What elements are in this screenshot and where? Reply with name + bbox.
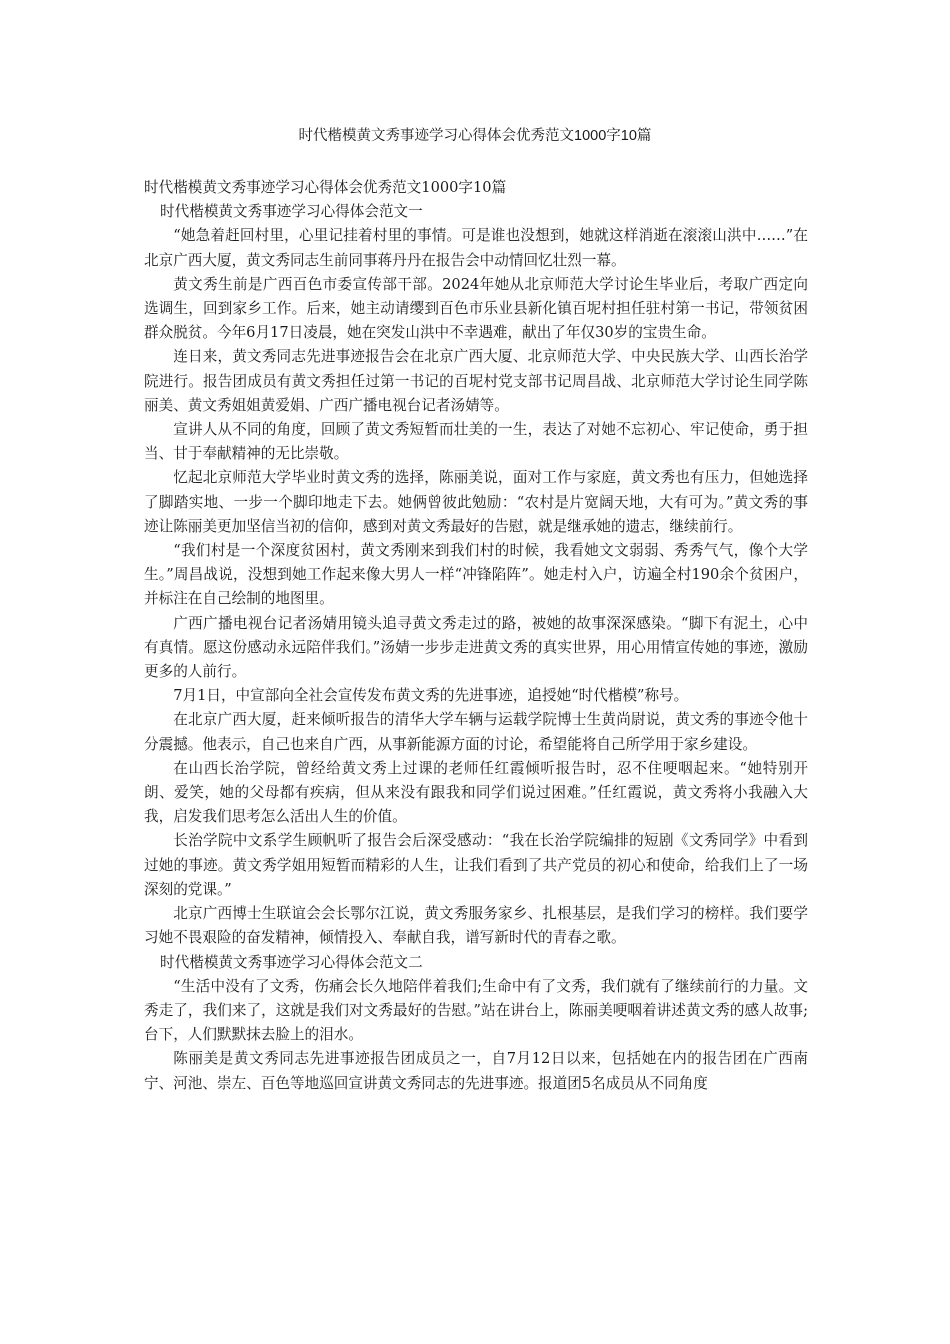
paragraph: 在北京广西大厦，赶来倾听报告的清华大学车辆与运载学院博士生黄尚尉说，黄文秀的事迹令他十分震撼。他表示，自己也来自广西，从事新能源方面的讨论，希望能将自己所学用于家乡建设。: [144, 711, 808, 753]
paragraph: 在山西长治学院，曾经给黄文秀上过课的老师任红霞倾听报告时，忍不住哽咽起来。“她特别开朗、爱笑，她的父母都有疾病，但从来没有跟我和同学们说过困难。”任红霞说，黄文秀将小我融入大我，启发我们思考怎么活出人生的价值。: [144, 759, 808, 826]
paragraph: 黄文秀生前是广西百色市委宣传部干部。2024年她从北京师范大学讨论生毕业后，考取广西定向选调生，回到家乡工作。后来，她主动请缨到百色市乐业县新化镇百坭村担任驻村第一书记，带领贫困群众脱贫。今年6月17日凌晨，她在突发山洪中不幸遇难，献出了年仅30岁的宝贵生命。: [144, 275, 808, 342]
paragraph: 宣讲人从不同的角度，回顾了黄文秀短暂而壮美的一生，表达了对她不忘初心、牢记使命，勇于担当、甘于奉献精神的无比崇敬。: [144, 421, 808, 463]
paragraph: 广西广播电视台记者汤婧用镜头追寻黄文秀走过的路，被她的故事深深感染。“脚下有泥土，心中有真情。愿这份感动永远陪伴我们。”汤婧一步步走进黄文秀的真实世界，用心用情宣传她的事迹，激励更多的人前行。: [144, 614, 808, 681]
paragraph: 忆起北京师范大学毕业时黄文秀的选择，陈丽美说，面对工作与家庭，黄文秀也有压力，但她选择了脚踏实地、一步一个脚印地走下去。她俩曾彼此勉励：“农村是片宽阔天地，大有可为。”黄文秀的事迹让陈丽美更加坚信当初的信仰，感到对黄文秀最好的告慰，就是继承她的遗志，继续前行。: [144, 469, 808, 535]
paragraph: “她急着赶回村里，心里记挂着村里的事情。可是谁也没想到，她就这样消逝在滚滚山洪中……”在北京广西大厦，黄文秀同志生前同事蒋丹丹在报告会中动情回忆壮烈一幕。: [144, 227, 808, 269]
document-title: 时代楷模黄文秀事迹学习心得体会优秀范文1000字10篇: [298, 128, 652, 144]
section-title-2: 时代楷模黄文秀事迹学习心得体会范文二: [160, 953, 423, 971]
paragraph: 陈丽美是黄文秀同志先进事迹报告团成员之一，自7月12日以来，包括她在内的报告团在广西南宁、河池、崇左、百色等地巡回宣讲黄文秀同志的先进事迹。报道团5名成员从不同角度: [144, 1050, 808, 1092]
document-heading: 时代楷模黄文秀事迹学习心得体会优秀范文1000字10篇: [144, 179, 507, 196]
paragraph: 北京广西博士生联谊会会长鄂尔江说，黄文秀服务家乡、扎根基层，是我们学习的榜样。我们要学习她不畏艰险的奋发精神，倾情投入、奉献自我，谱写新时代的青春之歌。: [144, 905, 808, 947]
paragraph: 7月1日，中宣部向全社会宣传发布黄文秀的先进事迹，追授她“时代楷模”称号。: [173, 687, 689, 705]
document-body: [144, 176, 808, 1096]
section-title-1: 时代楷模黄文秀事迹学习心得体会范文一: [160, 203, 423, 221]
paragraph: 长治学院中文系学生顾帆听了报告会后深受感动：“我在长治学院编排的短剧《文秀同学》中看到过她的事迹。黄文秀学姐用短暂而精彩的人生，让我们看到了共产党员的初心和使命，给我们上了一场深刻的党课。”: [144, 832, 808, 898]
paragraph: “生活中没有了文秀，伤痛会长久地陪伴着我们;生命中有了文秀，我们就有了继续前行的力量。文秀走了，我们来了，这就是我们对文秀最好的告慰。”站在讲台上，陈丽美哽咽着讲述黄文秀的感人故事;台下，人们默默抹去脸上的泪水。: [144, 977, 808, 1044]
paragraph: “我们村是一个深度贫困村，黄文秀刚来到我们村的时候，我看她文文弱弱、秀秀气气，像个大学生。”周昌战说，没想到她工作起来像大男人一样“冲锋陷阵”。她走村入户，访遍全村190余个贫困户，并标注在自己绘制的地图里。: [144, 542, 808, 608]
paragraph: 连日来，黄文秀同志先进事迹报告会在北京广西大厦、北京师范大学、中央民族大学、山西长治学院进行。报告团成员有黄文秀担任过第一书记的百坭村党支部书记周昌战、北京师范大学讨论生同学陈丽美、黄文秀姐姐黄爱娟、广西广播电视台记者汤婧等。: [144, 348, 808, 414]
